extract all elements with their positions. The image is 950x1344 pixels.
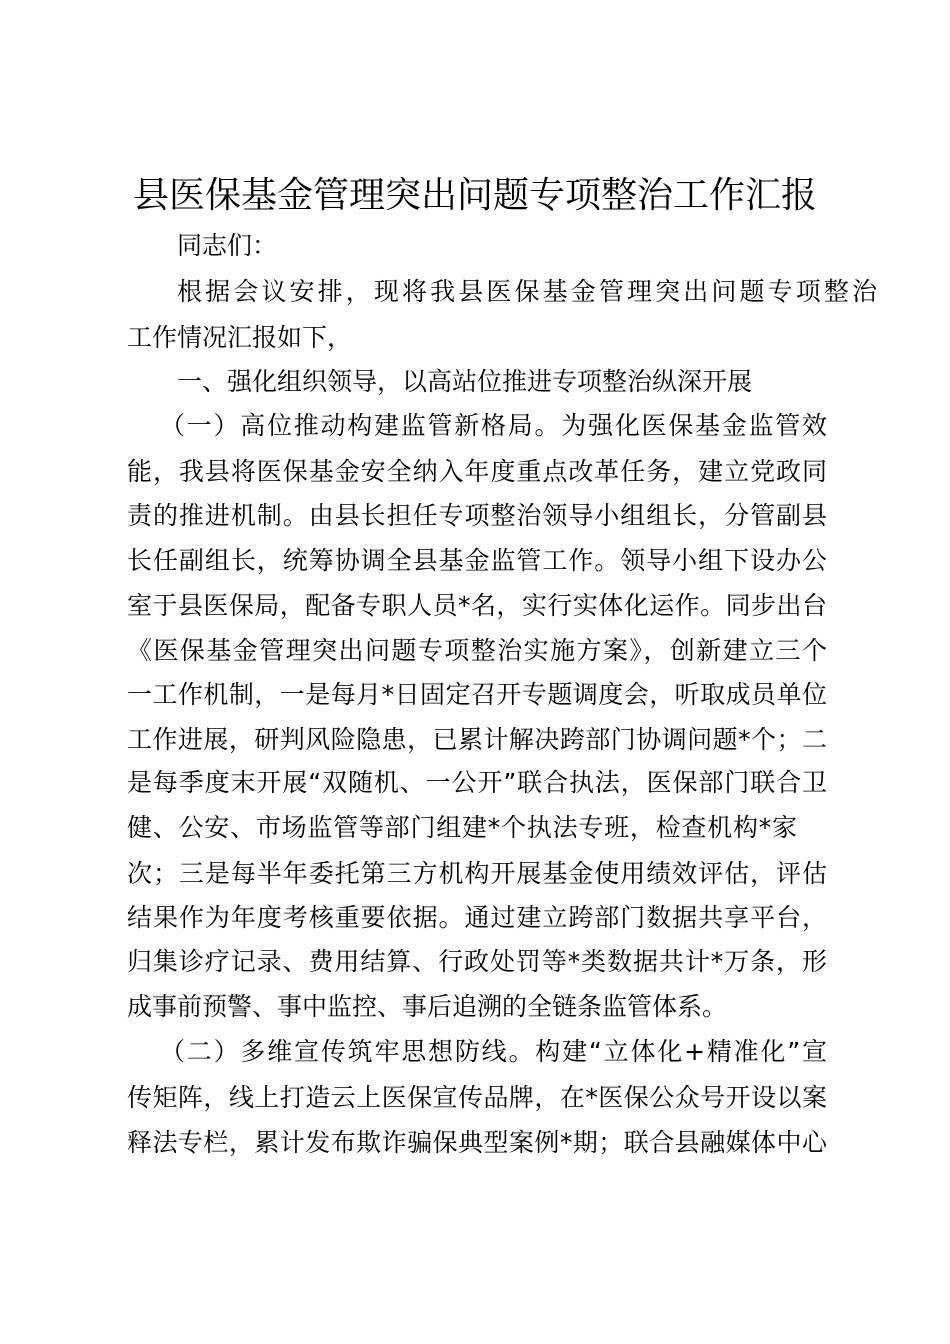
body-line: 一工作机制，一是每月*日固定召开专题调度会，听取成员单位 — [127, 680, 827, 709]
body-line: 长任副组长，统筹协调全县基金监管工作。领导小组下设办公 — [127, 546, 827, 575]
body-line: 《医保基金管理突出问题专项整治实施方案》，创新建立三个 — [127, 636, 827, 665]
body-line: 工作情况汇报如下， — [127, 323, 353, 352]
body-line: 能，我县将医保基金安全纳入年度重点改革任务，建立党政同 — [127, 457, 827, 486]
body-line: （二）多维宣传筑牢思想防线。构建“立体化+精准化”宣 — [160, 1037, 827, 1066]
salutation: 同志们： — [177, 231, 278, 260]
section-heading: 一、强化组织领导，以高站位推进专项整治纵深开展 — [177, 367, 753, 396]
body-line: 责的推进机制。由县长担任专项整治领导小组组长，分管副县 — [127, 501, 827, 530]
body-line: 健、公安、市场监管等部门组建*个执法专班，检查机构*家 — [127, 813, 797, 842]
body-line: 根据会议安排，现将我县医保基金管理突出问题专项整治 — [177, 277, 877, 306]
document-title: 县医保基金管理突出问题专项整治工作汇报 — [132, 175, 817, 216]
body-line: 释法专栏，累计发布欺诈骗保典型案例*期；联合县融媒体中心 — [127, 1128, 827, 1157]
body-line: （一）高位推动构建监管新格局。为强化医保基金监管效 — [160, 411, 827, 440]
body-line: 结果作为年度考核重要依据。通过建立跨部门数据共享平台， — [127, 903, 827, 932]
body-line: 传矩阵，线上打造云上医保宣传品牌，在*医保公众号开设以案 — [127, 1083, 827, 1112]
body-line: 工作进展，研判风险隐患，已累计解决跨部门协调问题*个；二 — [127, 725, 827, 754]
body-line: 室于县医保局，配备专职人员*名，实行实体化运作。同步出台 — [127, 591, 827, 620]
body-line: 归集诊疗记录、费用结算、行政处罚等*类数据共计*万条，形 — [127, 947, 827, 976]
body-line: 成事前预警、事中监控、事后追溯的全链条监管体系。 — [127, 992, 728, 1021]
body-line: 次；三是每半年委托第三方机构开展基金使用绩效评估，评估 — [127, 859, 827, 888]
body-line: 是每季度末开展“双随机、一公开”联合执法，医保部门联合卫 — [127, 768, 827, 797]
